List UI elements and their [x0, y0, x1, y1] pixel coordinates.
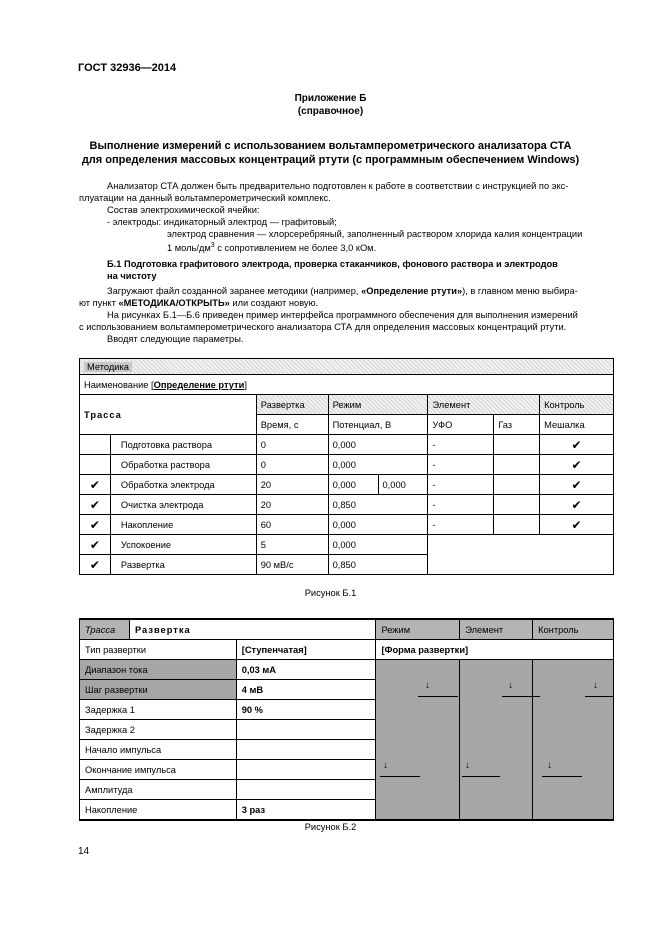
section-p5: Вводят следующие параметры. [107, 334, 244, 344]
param-value[interactable] [236, 720, 376, 740]
param-label: Тип развертки [80, 640, 237, 660]
appendix-label: Приложение Б [294, 93, 367, 104]
table-row[interactable] [80, 435, 614, 455]
heading-line-2: для определения массовых концентраций ртути (с программным обеспечением Windows) [81, 154, 580, 166]
table-row[interactable] [80, 660, 614, 680]
step-ufo[interactable]: - [428, 435, 494, 455]
document-heading [0, 139, 661, 167]
step-potential[interactable]: 0,000 [328, 455, 428, 475]
section-p4: с использованием вольтамперометрического анализатора СТА для определения массовых концентраций ртути. [79, 322, 567, 332]
stirrer-check-icon[interactable]: ✔ [540, 475, 614, 495]
param-value[interactable] [236, 760, 376, 780]
step-gas[interactable] [494, 435, 540, 455]
heading-line-1: Выполнение измерений с использованием вольтамперометрического анализатора СТА [89, 140, 572, 152]
appendix-title [0, 92, 661, 118]
param-label: Начало импульса [80, 740, 237, 760]
intro-p2: Состав электрохимической ячейки: [107, 205, 260, 215]
table-row[interactable] [80, 535, 614, 555]
row-enable-check-icon[interactable]: ✔ [80, 475, 111, 495]
step-name: Накопление [110, 515, 256, 535]
waveform-panel-2 [460, 660, 533, 821]
section-p2: ют пункт «МЕТОДИКА/ОТКРЫТЬ» или создают новую. [79, 298, 319, 308]
stirrer-check-icon[interactable]: ✔ [540, 435, 614, 455]
appendix-note: (справочное) [297, 106, 364, 117]
step-potential[interactable]: 0,000 [328, 515, 428, 535]
row-enable-checkbox[interactable] [80, 455, 111, 475]
arrow-down-icon: ↓ [508, 680, 513, 691]
table-row[interactable] [80, 475, 614, 495]
intro-p1b: плуатации на данный вольтамперометрический комплекс. [79, 193, 331, 203]
standard-number: ГОСТ 32936—2014 [78, 62, 177, 74]
figure-b2-sweep-table [79, 618, 614, 821]
tab-razvertka[interactable]: Развертка [256, 395, 328, 415]
step-potential[interactable]: 0,850 [328, 555, 428, 575]
col-gas-header: Газ [494, 415, 540, 435]
row-enable-check-icon[interactable]: ✔ [80, 535, 111, 555]
page-number: 14 [78, 846, 90, 857]
arrow-down-icon: ↓ [383, 760, 388, 771]
param-label: Шаг развертки [80, 680, 237, 700]
figure-b1-method-table [79, 358, 614, 575]
table-row[interactable] [80, 455, 614, 475]
step-potential[interactable]: 0,000 [328, 435, 428, 455]
tab-kontrol[interactable]: Контроль [540, 395, 614, 415]
tab-kontrol[interactable]: Контроль [533, 619, 614, 640]
row-enable-check-icon[interactable]: ✔ [80, 555, 111, 575]
col-ufo-header: УФО [428, 415, 494, 435]
waveform-line [585, 696, 613, 697]
arrow-down-icon: ↓ [547, 760, 552, 771]
step-time[interactable]: 20 [256, 475, 328, 495]
waveform-line [418, 696, 458, 697]
step-name: Обработка электрода [110, 475, 256, 495]
row-enable-check-icon[interactable]: ✔ [80, 515, 111, 535]
step-name: Развертка [110, 555, 256, 575]
step-ufo[interactable]: - [428, 475, 494, 495]
param-label: Задержка 1 [80, 700, 237, 720]
arrow-down-icon: ↓ [425, 680, 430, 691]
arrow-down-icon: ↓ [593, 680, 598, 691]
step-name: Обработка раствора [110, 455, 256, 475]
step-gas[interactable] [494, 455, 540, 475]
tab-rezhim[interactable]: Режим [376, 619, 460, 640]
waveform-panel-3 [533, 660, 614, 821]
param-label: Задержка 2 [80, 720, 237, 740]
intro-p5: 1 моль/$дм^3$ с сопротивлением не более 3,0 кОм. [167, 242, 377, 254]
empty-area [428, 535, 614, 575]
step-time[interactable]: 20 [256, 495, 328, 515]
step-name: Подготовка раствора [110, 435, 256, 455]
intro-p3: - электроды: индикаторный электрод — графитовый; [107, 217, 337, 227]
step-name: Успокоение [110, 535, 256, 555]
param-value[interactable] [236, 780, 376, 800]
step-ufo[interactable]: - [428, 515, 494, 535]
step-gas[interactable] [494, 515, 540, 535]
step-ufo[interactable]: - [428, 455, 494, 475]
step-potential[interactable]: 0,850 [328, 495, 428, 515]
waveform-line [542, 776, 582, 777]
figure-b1-caption: Рисунок Б.1 [304, 588, 357, 598]
method-window-title: Методика [80, 359, 614, 375]
param-label: Амплитуда [80, 780, 237, 800]
step-potential[interactable]: 0,000 [328, 475, 378, 495]
param-value[interactable]: 4 мВ [236, 680, 376, 700]
method-name-row[interactable]: Наименование [Определение ртути] [80, 375, 614, 395]
step-name: Очистка электрода [110, 495, 256, 515]
tab-trassa[interactable]: Трасса [80, 619, 130, 640]
section-title-b: на чистоту [107, 271, 157, 281]
arrow-down-icon: ↓ [465, 760, 470, 771]
sweep-form-header: [Форма развертки] [376, 640, 614, 660]
param-label: Накопление [80, 800, 237, 821]
tab-rezhim[interactable]: Режим [328, 395, 428, 415]
waveform-panel-1 [376, 660, 460, 821]
stirrer-check-icon[interactable]: ✔ [540, 495, 614, 515]
step-ufo[interactable]: - [428, 495, 494, 515]
method-name-value[interactable]: Определение ртути [153, 379, 245, 390]
param-value[interactable] [236, 740, 376, 760]
step-time[interactable]: 0 [256, 455, 328, 475]
tab-razvertka-active[interactable]: Развертка [129, 619, 375, 640]
step-potential-2[interactable]: 0,000 [378, 475, 428, 495]
param-value[interactable]: 0,03 мА [236, 660, 376, 680]
section-p3: На рисунках Б.1—Б.6 приведен пример интерфейса программного обеспечения для выполнения измерений [107, 310, 578, 320]
stirrer-check-icon[interactable]: ✔ [540, 455, 614, 475]
param-value[interactable]: 90 % [236, 700, 376, 720]
step-time[interactable]: 60 [256, 515, 328, 535]
step-time[interactable]: 5 [256, 535, 328, 555]
trassa-header: Трасса [80, 395, 257, 435]
tab-element[interactable]: Элемент [460, 619, 533, 640]
waveform-line [462, 776, 500, 777]
step-gas[interactable] [494, 475, 540, 495]
row-enable-checkbox[interactable] [80, 435, 111, 455]
step-gas[interactable] [494, 495, 540, 515]
table-row[interactable] [80, 495, 614, 515]
figure-b2-caption: Рисунок Б.2 [304, 822, 357, 832]
sweep-type-select[interactable]: [Ступенчатая] [236, 640, 376, 660]
stirrer-check-icon[interactable]: ✔ [540, 515, 614, 535]
table-row[interactable] [80, 640, 614, 660]
step-time[interactable]: 90 мВ/с [256, 555, 328, 575]
param-label: Окончание импульса [80, 760, 237, 780]
section-title-a: Б.1 Подготовка графитового электрода, проверка стаканчиков, фонового раствора и электродов [107, 259, 558, 269]
step-potential[interactable]: 0,000 [328, 535, 428, 555]
col-time-header: Время, с [256, 415, 328, 435]
table-row[interactable] [80, 515, 614, 535]
intro-p1a: Анализатор СТА должен быть предварительно подготовлен к работе в соответствии с инструкцией по экс- [107, 181, 569, 191]
intro-p4: электрод сравнения — хлорсеребряный, заполненный раствором хлорида калия концентрации [167, 229, 583, 239]
col-potential-header: Потенциал, В [328, 415, 428, 435]
param-label: Диапазон тока [80, 660, 237, 680]
waveform-line [502, 696, 540, 697]
tab-element[interactable]: Элемент [428, 395, 540, 415]
waveform-line [380, 776, 420, 777]
col-stirrer-header: Мешалка [540, 415, 614, 435]
step-time[interactable]: 0 [256, 435, 328, 455]
section-p1: Загружают файл созданной заранее методики (например, «Определение ртути»), в главном меню выбира- [107, 286, 578, 296]
param-value[interactable]: 3 раз [236, 800, 376, 821]
row-enable-check-icon[interactable]: ✔ [80, 495, 111, 515]
